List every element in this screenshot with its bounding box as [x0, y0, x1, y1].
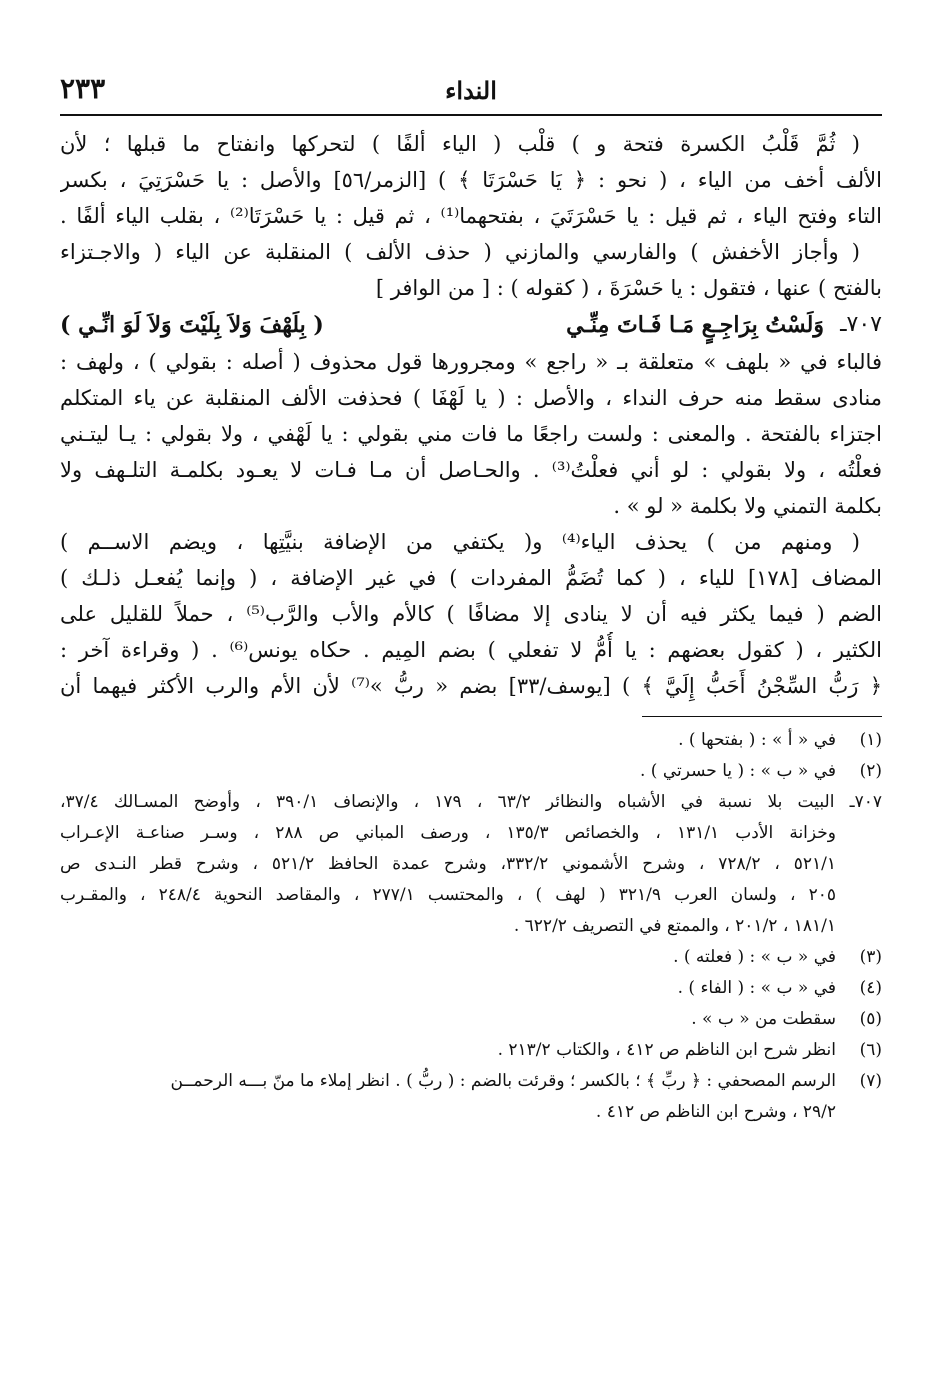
running-title: النداء	[445, 76, 497, 105]
verse-source-note: ١٨١/١ ، ٢٠١/٢ ، والممتع في التصريف ٦٢٢/٢ .	[513, 916, 836, 936]
footnote-number: (٣)	[859, 947, 882, 967]
footnote	[60, 756, 882, 787]
text-line: ﴿ رَبُّ السِّجْنُ أَحَبُّ إِلَيَّ ﴾ ) [يوسف/٣٣] بضم « ربُّ »⁽⁷⁾ لأن الأم والرب الأكثر فيهما أن	[60, 674, 882, 698]
verse-second-hemistich: ( بِلَهْفَ وَلاَ بِلَيْتَ وَلاَ لَوَ انِّـي )	[60, 312, 324, 338]
text-line: فالباء في « بلهف » متعلقة بـ « راجع » ومجرورها قول محذوف ( أصله : بقولي ) ، ولهف :	[60, 350, 882, 374]
verse-first-hemistich: وَلَسْتُ بِرَاجِـعٍ مَـا فَـاتَ مِنِّـي	[566, 312, 824, 338]
footnote-text: انظر شرح ابن الناظم ص ٤١٢ ، والكتاب ٢١٣/٢ .	[497, 1040, 836, 1060]
book-page	[60, 70, 882, 1128]
text-line: ( ومنهم من ) يحذف الياء⁽⁴⁾ و( يكتفي من الإضافة بنيَّتِها ، ويضم الاســم )	[60, 530, 861, 554]
footnote-continuation: ٢٩/٢ ، وشرح ابن الناظم ص ٤١٢ .	[595, 1102, 836, 1122]
text-line: الألف أخف من الياء ، ( نحو : ﴿ يَا حَسْرَتَا ﴾ ) [الزمر/٥٦] والأصل : يا حَسْرَتِيَ ، بكسر	[60, 168, 882, 192]
text-line: فعلْتُه ، ولا بقولي : لو أني فعلْتُ⁽³⁾ . والحـاصل أن مـا فـات لا يعـود بكلمـة التلـهف ولا	[60, 458, 882, 482]
text-line: ( ثُمَّ قَلْبُ الكسرة فتحة و ) قلْب ( الياء ألفًا ) لتحركها وانفتاح ما قبلها ؛ لأن	[60, 132, 860, 156]
footnote	[60, 1066, 882, 1097]
text-line: الكثير ، ( كقول بعضهم : يا أُمُّ لا تفعلي ) بضم المِيم . حكاه يونس⁽⁶⁾ . ( وقراءة آخر :	[60, 638, 882, 662]
verse-source-note: وخزانة الأدب ١٣١/١ ، والخصائص ١٣٥/٣ ، ورصف المباني ص ٢٨٨ ، وسـر صناعـة الإعـراب	[60, 823, 837, 843]
footnote	[60, 1004, 882, 1035]
footnote-number: (٧)	[859, 1071, 882, 1091]
footnote	[60, 725, 882, 756]
footnote-text: في « أ » : ( بفتحها ) .	[678, 730, 836, 750]
verse-source-note: ٢٠٥ ، ولسان العرب ٣٢١/٩ ( لهف ) ، والمحتسب ٢٧٧/١ ، والمقاصد النحوية ٢٤٨/٤ ، والمقـرب	[60, 885, 836, 905]
footnote-text: سقطت من « ب » .	[691, 1009, 836, 1029]
text-line: اجتزاء بالفتحة . والمعنى : ولست راجعًا ما فات مني بقولي : يا لَهْفي ، ولا بقولي : يـا ليتـني	[60, 422, 882, 446]
footnote-number: (٤)	[859, 978, 882, 998]
text-line: منادى سقط منه حرف النداء ، والأصل : ( يا لَهْفَا ) فحذفت الألف المنقلبة عن ياء المتكلم	[60, 386, 882, 410]
main-text	[60, 126, 882, 704]
page-number: ٢٣٣	[60, 72, 106, 105]
verse-source-note: ٧٠٧ـ البيت بلا نسبة في الأشباه والنظائر ٦٣/٢ ، ١٧٩ ، والإنصاف ٣٩٠/١ ، وأوضح المسـالك ٣٧/٤،	[60, 792, 882, 812]
footnote-separator	[642, 716, 882, 717]
footnote-number: (٥)	[859, 1009, 882, 1029]
text-line: التاء وفتح الياء ، ثم قيل : يا حَسْرَتَيَ ، بفتحهما⁽¹⁾ ، ثم قيل : يا حَسْرَتَا⁽²⁾ ، بقلب الياء ألفًا .	[60, 204, 882, 228]
footnote-text: في « ب » : ( الفاء ) .	[677, 978, 836, 998]
footnote	[60, 942, 882, 973]
text-line: بكلمة التمني ولا بكلمة « لو » .	[613, 494, 882, 518]
text-line: ( وأجاز الأخفش ) والفارسي والمازني ( حذف الألف ) المنقلبة عن الياء ( والاجـتزاء	[60, 240, 860, 264]
verse-number: ٧٠٧ـ	[840, 312, 882, 337]
footnote	[60, 973, 882, 1004]
footnote-text: في « ب » : ( فعلته ) .	[673, 947, 836, 967]
verse-source-note: ٥٢١/١ ، ٧٢٨/٢ ، وشرح الأشموني ٣٣٢/٢، وشرح عمدة الحافظ ٥٢١/٢ ، وشرح قطر النـدى ص	[60, 854, 837, 874]
footnote-text: في « ب » : ( يا حسرتي ) .	[640, 761, 836, 781]
poetry-verse	[60, 306, 882, 344]
footnote	[60, 1035, 882, 1066]
footnote-text: الرسم المصحفي : ﴿ ربِّ ﴾ ؛ بالكسر ؛ وقرئت بالضم : ( ربُّ ) . انظر إملاء ما منّ بـــه الرحمــن	[170, 1071, 836, 1091]
text-line: بالفتح ) عنها ، فتقول : يا حَسْرَةَ ، ( كقوله ) : [ من الوافر ]	[375, 276, 882, 300]
footnotes	[60, 725, 882, 1128]
footnote-number: (٦)	[859, 1040, 882, 1060]
footnote-number: (١)	[859, 730, 882, 750]
text-line: الضم ( فيما يكثر فيه أن لا ينادى إلا مضافًا ) كالأم والأب والرَّب⁽⁵⁾ ، حملاً للقليل على	[60, 602, 882, 626]
footnote-number: (٢)	[859, 761, 882, 781]
page-header	[60, 70, 882, 116]
text-line: المضاف [١٧٨] للياء ، ( كما تُضَمُّ المفردات ) في غير الإضافة ، ( وإنما يُفعـل ذلـك )	[60, 566, 882, 590]
